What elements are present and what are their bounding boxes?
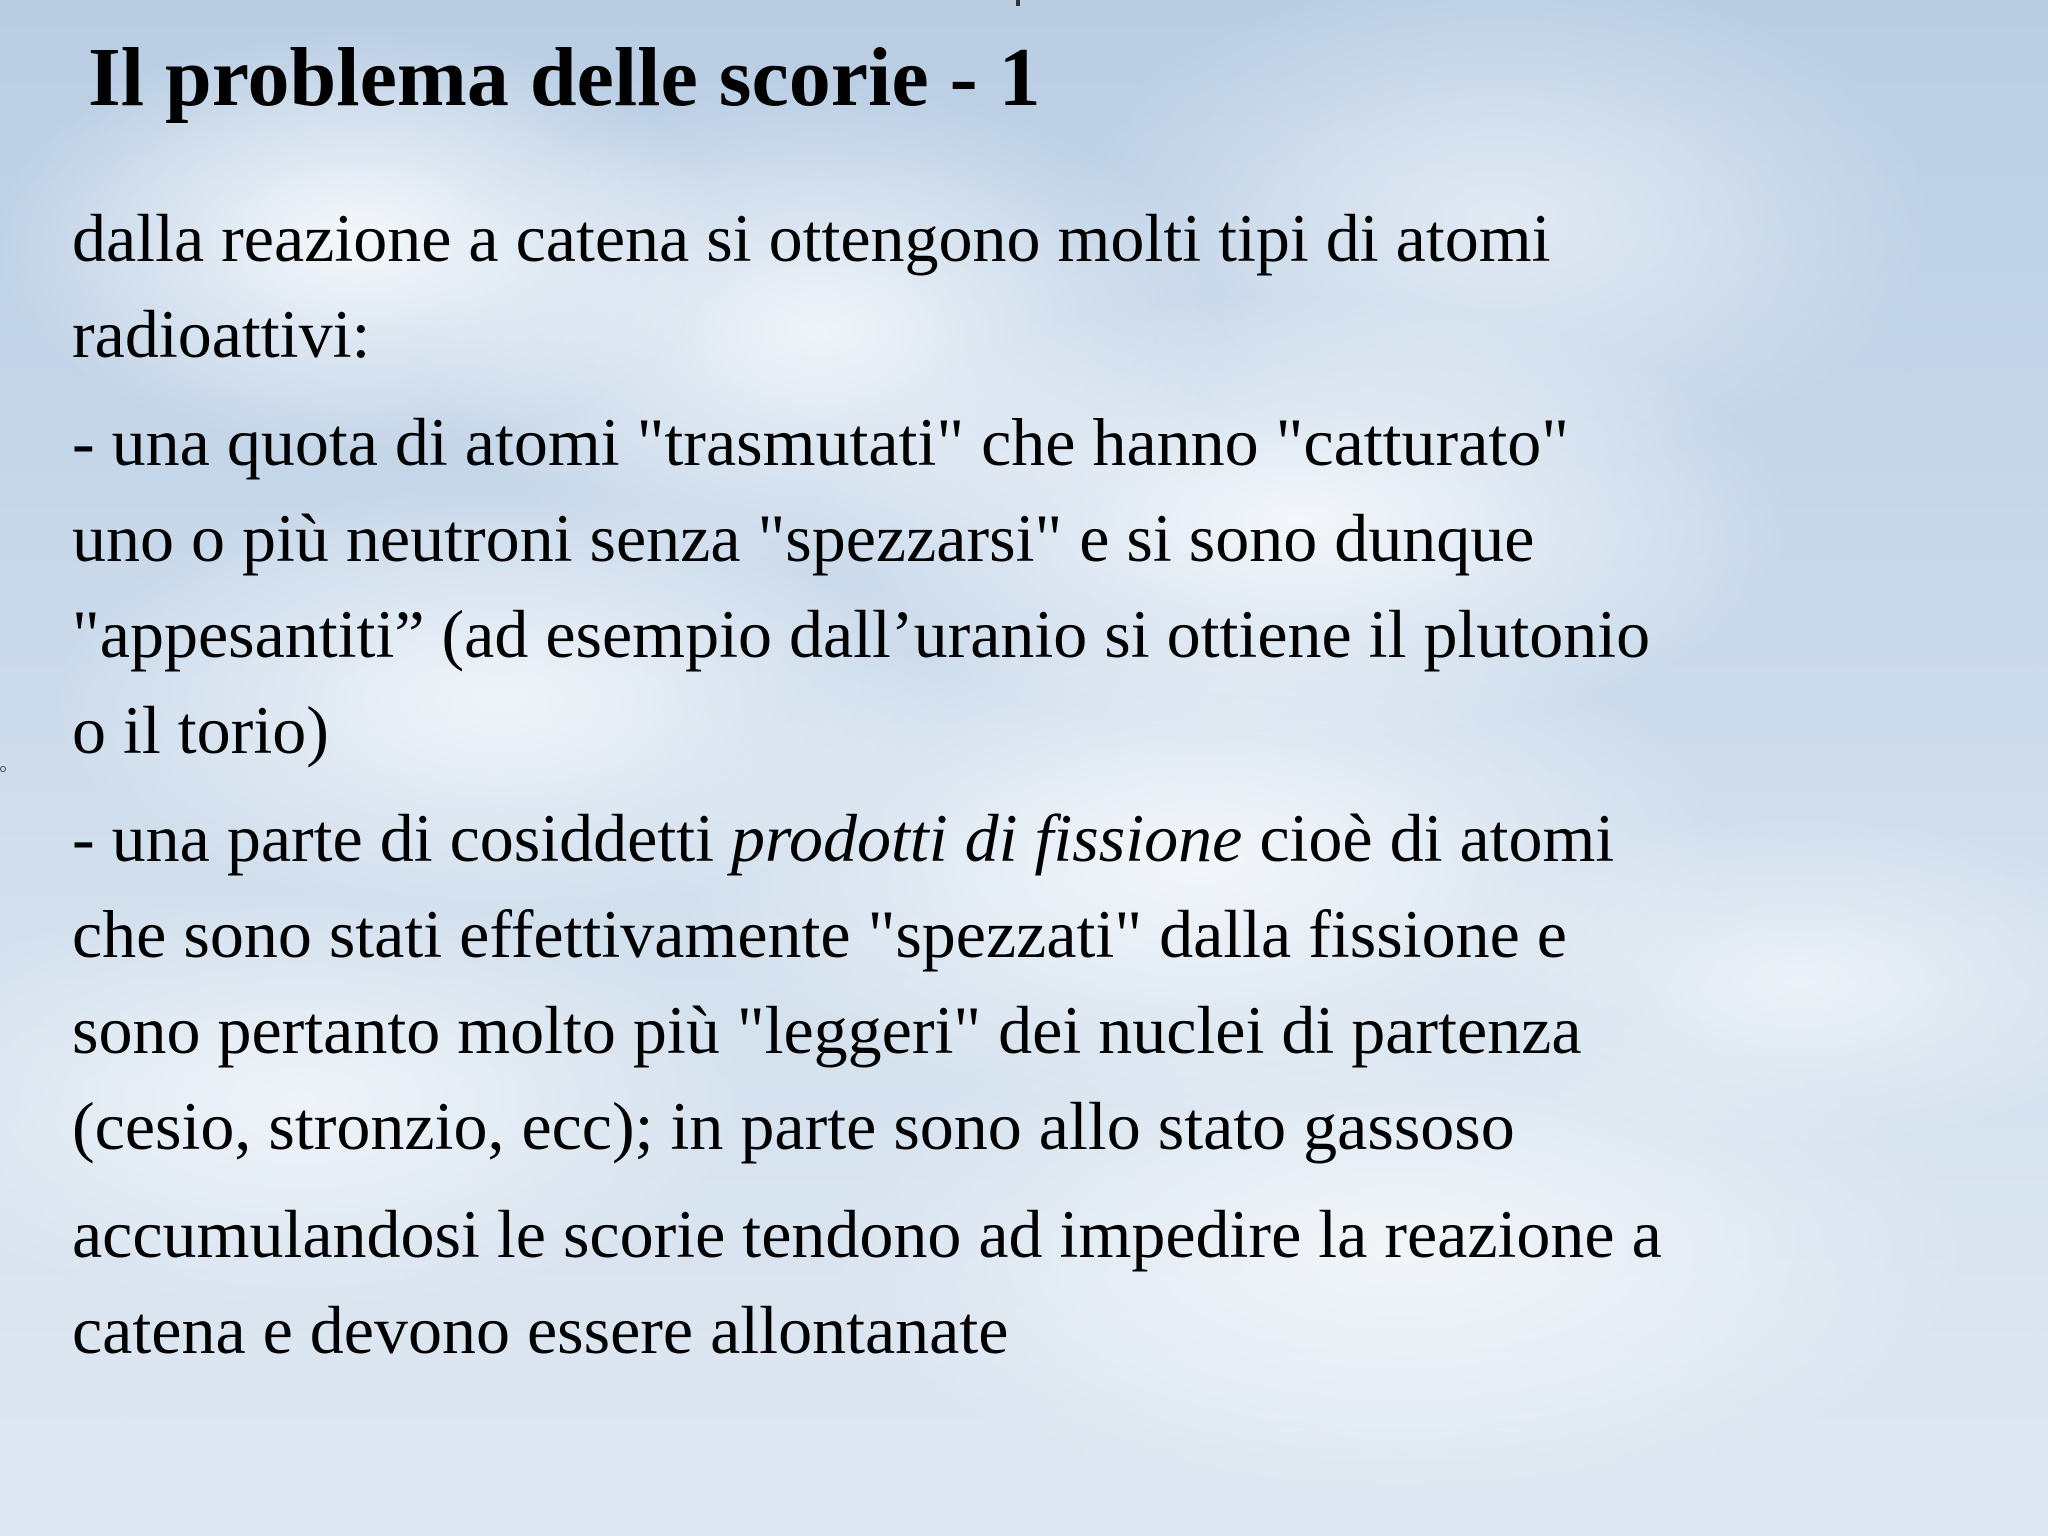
text-line: sono pertanto molto più "leggeri" dei nuclei di partenza [72, 992, 1582, 1068]
text-line: dalla reazione a catena si ottengono molti tipi di atomi [72, 200, 1551, 276]
text-line: catena e devono essere allontanate [72, 1292, 1009, 1368]
paragraph-intro [72, 190, 1972, 382]
paragraph-conclusion [72, 1186, 1972, 1378]
text-line: che sono stati effettivamente "spezzati" dalla fissione e [72, 896, 1567, 972]
left-edge-mark [0, 766, 6, 772]
paragraph-transmuted-atoms [72, 394, 1972, 778]
text-line: "appesantiti” (ad esempio dall’uranio si ottiene il plutonio [72, 596, 1651, 672]
slide-title: Il problema delle scorie - 1 [88, 31, 1041, 124]
text-line: o il torio) [72, 692, 329, 768]
italic-term: prodotti di fissione [731, 800, 1243, 876]
text-line: - una quota di atomi "trasmutati" che hanno "catturato" [72, 404, 1570, 480]
text-segment: - una parte di cosiddetti [72, 800, 732, 876]
text-line: (cesio, stronzio, ecc); in parte sono allo stato gassoso [72, 1088, 1515, 1164]
top-edge-mark [1016, 0, 1020, 6]
slide-body [72, 190, 1972, 1390]
text-line: radioattivi: [72, 296, 371, 372]
text-line: uno o più neutroni senza "spezzarsi" e si sono dunque [72, 500, 1535, 576]
paragraph-fission-products [72, 790, 1972, 1174]
text-line [72, 790, 1972, 886]
text-segment: cioè di atomi [1242, 800, 1615, 876]
text-line: accumulandosi le scorie tendono ad impedire la reazione a [72, 1196, 1662, 1272]
